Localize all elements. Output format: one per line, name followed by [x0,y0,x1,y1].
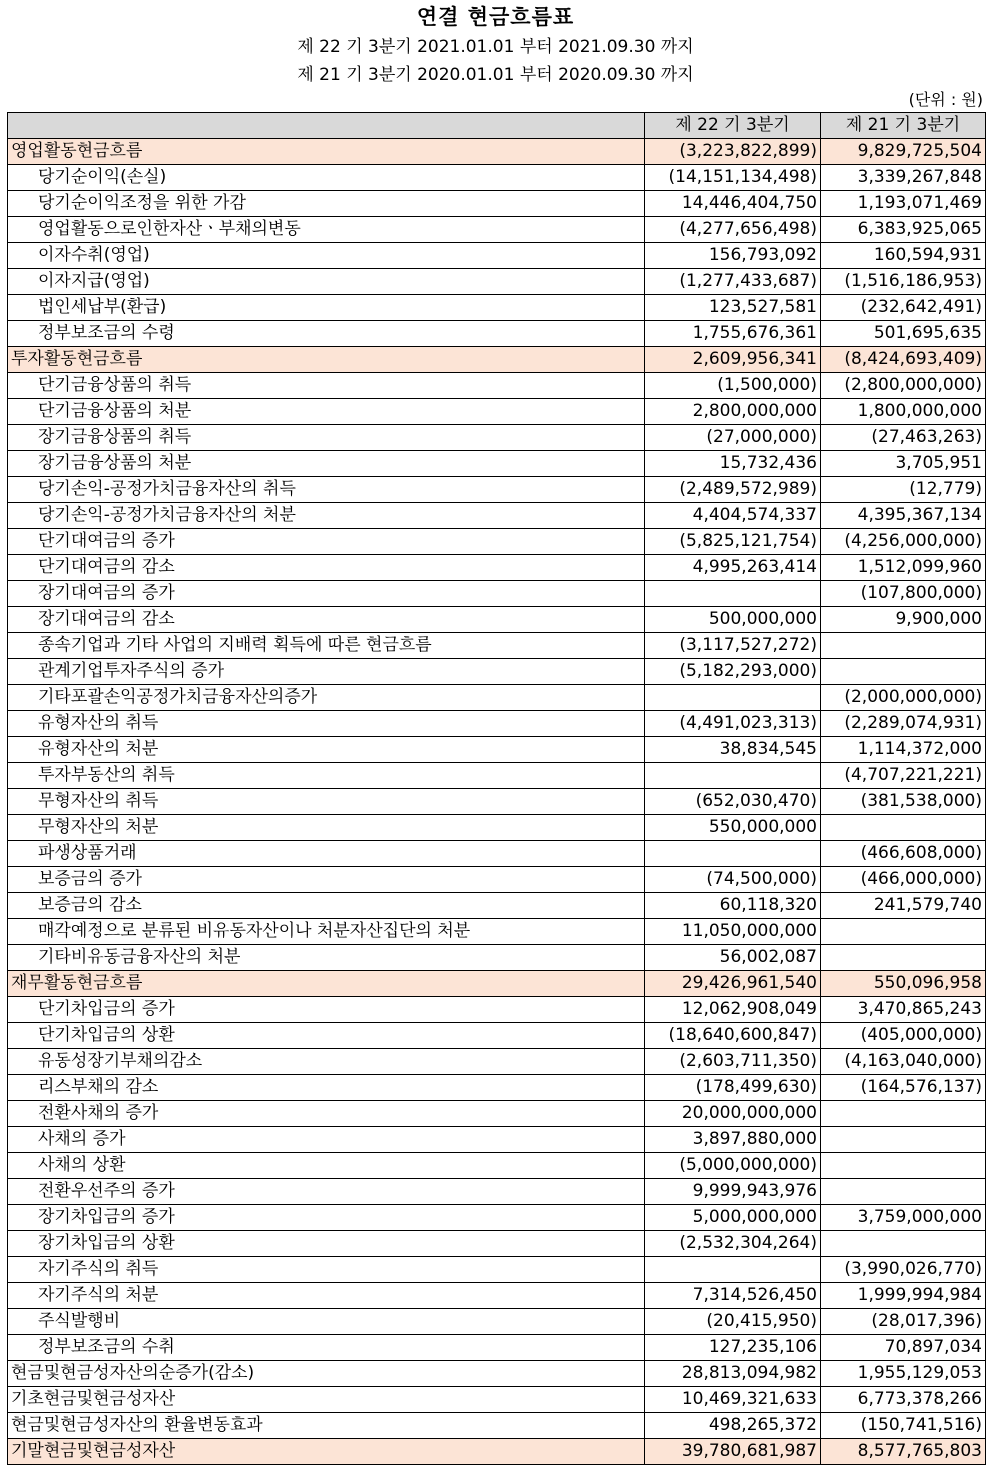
row-value-current [645,685,821,711]
table-row [8,607,986,633]
row-value-prior: 9,829,725,504 [821,139,986,165]
table-row [8,1127,986,1153]
row-label: 매각예정으로 분류된 비유동자산이나 처분자산집단의 처분 [8,919,645,945]
row-value-prior [821,945,986,971]
row-value-current: 28,813,094,982 [645,1361,821,1387]
row-value-current: 123,527,581 [645,295,821,321]
row-value-prior: (164,576,137) [821,1075,986,1101]
row-label: 당기순이익(손실) [8,165,645,191]
table-row [8,581,986,607]
row-value-current: 60,118,320 [645,893,821,919]
row-value-current: 3,897,880,000 [645,1127,821,1153]
row-label: 단기대여금의 감소 [8,555,645,581]
row-value-prior: (12,779) [821,477,986,503]
row-value-prior: 241,579,740 [821,893,986,919]
table-row [8,139,986,165]
header-account [8,113,645,139]
table-header-row [8,113,986,139]
row-value-prior [821,633,986,659]
row-value-prior: 70,897,034 [821,1335,986,1361]
row-label: 리스부채의 감소 [8,1075,645,1101]
row-label: 재무활동현금흐름 [8,971,645,997]
row-value-prior: (405,000,000) [821,1023,986,1049]
row-value-current: (3,223,822,899) [645,139,821,165]
table-row [8,815,986,841]
row-value-current: (5,000,000,000) [645,1153,821,1179]
table-row [8,1283,986,1309]
row-label: 단기차입금의 상환 [8,1023,645,1049]
row-value-prior: 1,193,071,469 [821,191,986,217]
row-value-prior: (27,463,263) [821,425,986,451]
row-value-prior: 1,999,994,984 [821,1283,986,1309]
row-label: 투자부동산의 취득 [8,763,645,789]
table-row [8,919,986,945]
row-label: 유형자산의 처분 [8,737,645,763]
row-value-prior: 550,096,958 [821,971,986,997]
row-value-current: 127,235,106 [645,1335,821,1361]
header-prior-period: 제 21 기 3분기 [821,113,986,139]
row-value-current: (1,500,000) [645,373,821,399]
row-label: 기타포괄손익공정가치금융자산의증가 [8,685,645,711]
row-value-prior: 501,695,635 [821,321,986,347]
row-label: 현금및현금성자산의 환율변동효과 [8,1413,645,1439]
table-row [8,1413,986,1439]
row-value-prior [821,659,986,685]
table-row [8,971,986,997]
row-value-current: (20,415,950) [645,1309,821,1335]
row-label: 단기금융상품의 취득 [8,373,645,399]
row-value-prior: 1,512,099,960 [821,555,986,581]
row-value-current: 9,999,943,976 [645,1179,821,1205]
row-value-prior: (107,800,000) [821,581,986,607]
row-value-current: 498,265,372 [645,1413,821,1439]
row-label: 영업활동현금흐름 [8,139,645,165]
table-row [8,685,986,711]
row-value-prior: 6,773,378,266 [821,1387,986,1413]
row-value-current: (1,277,433,687) [645,269,821,295]
table-row [8,295,986,321]
row-value-prior: (2,800,000,000) [821,373,986,399]
table-row [8,789,986,815]
row-value-current: 10,469,321,633 [645,1387,821,1413]
row-value-current: 500,000,000 [645,607,821,633]
row-value-prior: (381,538,000) [821,789,986,815]
row-value-current: 39,780,681,987 [645,1439,821,1465]
table-row [8,737,986,763]
row-value-current: (14,151,134,498) [645,165,821,191]
row-value-current: (4,277,656,498) [645,217,821,243]
row-value-current [645,581,821,607]
unit-label: (단위 : 원) [908,90,983,109]
row-label: 파생상품거래 [8,841,645,867]
row-value-current: 4,404,574,337 [645,503,821,529]
row-value-prior: (3,990,026,770) [821,1257,986,1283]
row-label: 유형자산의 취득 [8,711,645,737]
row-value-current: (4,491,023,313) [645,711,821,737]
row-value-prior [821,1101,986,1127]
row-label: 사채의 증가 [8,1127,645,1153]
row-value-prior: 3,705,951 [821,451,986,477]
row-label: 유동성장기부채의감소 [8,1049,645,1075]
table-row [8,165,986,191]
row-value-current: 56,002,087 [645,945,821,971]
table-row [8,1023,986,1049]
row-label: 자기주식의 취득 [8,1257,645,1283]
table-row [8,763,986,789]
row-label: 무형자산의 처분 [8,815,645,841]
row-label: 영업활동으로인한자산ㆍ부채의변동 [8,217,645,243]
row-value-current: (178,499,630) [645,1075,821,1101]
row-value-prior: (4,256,000,000) [821,529,986,555]
row-value-prior [821,1179,986,1205]
table-row [8,1179,986,1205]
row-value-current: (3,117,527,272) [645,633,821,659]
row-value-current: (5,182,293,000) [645,659,821,685]
row-value-current: 38,834,545 [645,737,821,763]
row-value-current: (2,532,304,264) [645,1231,821,1257]
row-value-current: 7,314,526,450 [645,1283,821,1309]
table-row [8,841,986,867]
row-label: 기타비유동금융자산의 처분 [8,945,645,971]
row-value-prior: 3,339,267,848 [821,165,986,191]
row-value-current: (652,030,470) [645,789,821,815]
row-value-current: 2,800,000,000 [645,399,821,425]
row-label: 단기대여금의 증가 [8,529,645,555]
row-label: 사채의 상환 [8,1153,645,1179]
table-row [8,1309,986,1335]
row-label: 단기금융상품의 처분 [8,399,645,425]
table-row [8,243,986,269]
table-row [8,451,986,477]
table-row [8,1049,986,1075]
row-label: 보증금의 증가 [8,867,645,893]
table-row [8,399,986,425]
table-row [8,217,986,243]
row-label: 기초현금및현금성자산 [8,1387,645,1413]
row-value-current: 5,000,000,000 [645,1205,821,1231]
table-row [8,191,986,217]
statement-title: 연결 현금흐름표 [416,5,575,29]
row-label: 기말현금및현금성자산 [8,1439,645,1465]
row-label: 자기주식의 처분 [8,1283,645,1309]
row-value-prior: (466,000,000) [821,867,986,893]
row-value-prior: 1,800,000,000 [821,399,986,425]
row-label: 당기손익-공정가치금융자산의 취득 [8,477,645,503]
row-label: 주식발행비 [8,1309,645,1335]
row-value-prior: 3,759,000,000 [821,1205,986,1231]
table-row [8,1439,986,1465]
row-value-prior: (8,424,693,409) [821,347,986,373]
cash-flow-table [7,112,986,1465]
period-prior: 제 21 기 3분기 2020.01.01 부터 2020.09.30 까지 [297,65,694,85]
table-row [8,1335,986,1361]
row-value-prior: (4,707,221,221) [821,763,986,789]
row-value-prior: (28,017,396) [821,1309,986,1335]
row-value-prior: 4,395,367,134 [821,503,986,529]
row-value-current: (5,825,121,754) [645,529,821,555]
row-value-prior: (150,741,516) [821,1413,986,1439]
row-label: 장기차입금의 증가 [8,1205,645,1231]
table-row [8,1231,986,1257]
row-value-current: 11,050,000,000 [645,919,821,945]
table-row [8,945,986,971]
row-label: 투자활동현금흐름 [8,347,645,373]
table-body [8,139,986,1465]
row-value-prior: 1,955,129,053 [821,1361,986,1387]
row-value-current: 2,609,956,341 [645,347,821,373]
row-value-current: (2,489,572,989) [645,477,821,503]
row-label: 이자수취(영업) [8,243,645,269]
row-label: 보증금의 감소 [8,893,645,919]
row-value-current [645,841,821,867]
row-value-current: (18,640,600,847) [645,1023,821,1049]
table-row [8,503,986,529]
row-value-current [645,1257,821,1283]
row-value-prior: 160,594,931 [821,243,986,269]
row-label: 장기차입금의 상환 [8,1231,645,1257]
table-row [8,425,986,451]
row-value-prior: 9,900,000 [821,607,986,633]
table-row [8,1257,986,1283]
row-value-prior: 8,577,765,803 [821,1439,986,1465]
row-value-prior: (2,000,000,000) [821,685,986,711]
row-value-prior [821,815,986,841]
table-row [8,1075,986,1101]
table-row [8,347,986,373]
row-value-prior [821,1127,986,1153]
row-value-current: 550,000,000 [645,815,821,841]
table-row [8,711,986,737]
row-label: 관계기업투자주식의 증가 [8,659,645,685]
row-value-current: 4,995,263,414 [645,555,821,581]
table-row [8,555,986,581]
row-label: 단기차입금의 증가 [8,997,645,1023]
row-value-current: 1,755,676,361 [645,321,821,347]
row-label: 전환우선주의 증가 [8,1179,645,1205]
row-value-prior [821,1231,986,1257]
row-value-current: 14,446,404,750 [645,191,821,217]
row-label: 전환사채의 증가 [8,1101,645,1127]
row-label: 법인세납부(환급) [8,295,645,321]
row-label: 장기대여금의 증가 [8,581,645,607]
table-row [8,321,986,347]
row-value-prior: (232,642,491) [821,295,986,321]
row-value-prior: 3,470,865,243 [821,997,986,1023]
row-value-current: 156,793,092 [645,243,821,269]
row-label: 장기대여금의 감소 [8,607,645,633]
row-label: 당기손익-공정가치금융자산의 처분 [8,503,645,529]
row-value-prior: (466,608,000) [821,841,986,867]
row-value-current: 12,062,908,049 [645,997,821,1023]
row-value-prior: 6,383,925,065 [821,217,986,243]
row-label: 정부보조금의 수취 [8,1335,645,1361]
row-label: 장기금융상품의 처분 [8,451,645,477]
table-row [8,659,986,685]
row-label: 당기순이익조정을 위한 가감 [8,191,645,217]
table-row [8,1361,986,1387]
row-value-prior: 1,114,372,000 [821,737,986,763]
row-label: 종속기업과 기타 사업의 지배력 획득에 따른 현금흐름 [8,633,645,659]
row-value-current: (2,603,711,350) [645,1049,821,1075]
table-row [8,529,986,555]
table-row [8,1205,986,1231]
table-row [8,1101,986,1127]
row-value-prior: (2,289,074,931) [821,711,986,737]
table-row [8,633,986,659]
header-current-period: 제 22 기 3분기 [645,113,821,139]
row-label: 이자지급(영업) [8,269,645,295]
row-value-prior [821,1153,986,1179]
row-value-prior: (4,163,040,000) [821,1049,986,1075]
row-label: 현금및현금성자산의순증가(감소) [8,1361,645,1387]
row-value-prior: (1,516,186,953) [821,269,986,295]
table-row [8,477,986,503]
period-current: 제 22 기 3분기 2021.01.01 부터 2021.09.30 까지 [297,37,694,57]
table-row [8,997,986,1023]
row-value-current: (27,000,000) [645,425,821,451]
table-row [8,1153,986,1179]
table-row [8,867,986,893]
table-row [8,1387,986,1413]
table-row [8,893,986,919]
row-value-current: 15,732,436 [645,451,821,477]
row-value-current [645,763,821,789]
row-label: 무형자산의 취득 [8,789,645,815]
row-label: 장기금융상품의 취득 [8,425,645,451]
table-row [8,373,986,399]
table-row [8,269,986,295]
row-value-current: (74,500,000) [645,867,821,893]
row-value-current: 20,000,000,000 [645,1101,821,1127]
row-label: 정부보조금의 수령 [8,321,645,347]
row-value-prior [821,919,986,945]
row-value-current: 29,426,961,540 [645,971,821,997]
